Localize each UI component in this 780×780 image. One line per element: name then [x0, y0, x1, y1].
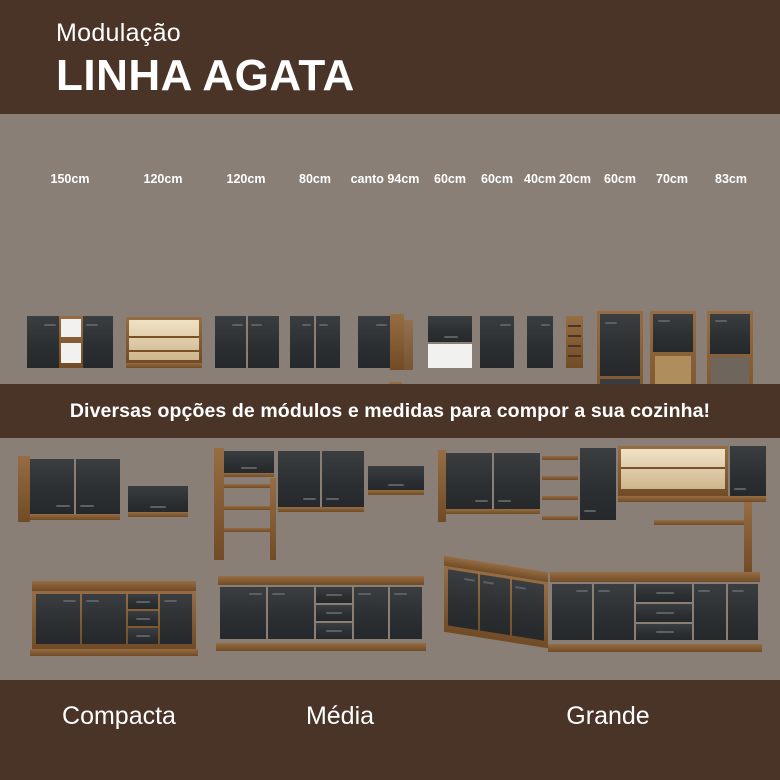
cabinet-door [322, 451, 364, 507]
handle-icon [658, 320, 670, 322]
shelf [542, 476, 578, 480]
plinth [548, 644, 762, 652]
size-label: 150cm [50, 172, 90, 186]
cabinet-base [128, 512, 188, 517]
plinth [216, 643, 426, 651]
base-cabinet-body [218, 585, 424, 643]
handle-icon [500, 324, 511, 326]
open-compartment [428, 344, 472, 368]
cabinet-door [448, 569, 478, 630]
handle-icon [326, 612, 342, 614]
cabinet-base [446, 509, 540, 514]
handle-icon [56, 505, 70, 507]
base-cabinet-body [32, 591, 196, 649]
handle-icon [388, 484, 404, 486]
size-label: 40cm [524, 172, 556, 186]
module-wall-80 [290, 316, 340, 368]
cabinet-door [710, 314, 750, 354]
handle-icon [541, 324, 550, 326]
side-panel [270, 478, 276, 560]
cabinet-door [160, 594, 192, 644]
cabinet-door-flip [128, 486, 188, 512]
shelf [224, 506, 276, 510]
niche-shelf [61, 343, 81, 363]
shelf [129, 350, 199, 352]
cabinet-door [30, 459, 74, 514]
shelf [568, 345, 581, 347]
handle-icon [358, 593, 371, 595]
shelf [542, 516, 578, 520]
scene-media [214, 448, 429, 666]
handle-icon [498, 500, 511, 502]
size-label: 60cm [481, 172, 513, 186]
handle-icon [656, 612, 674, 614]
cabinet-door-flip [368, 466, 424, 490]
handle-icon [483, 581, 494, 585]
shelf [129, 336, 199, 338]
size-label: 80cm [299, 172, 331, 186]
module-wall-40 [527, 316, 553, 368]
handle-icon [86, 600, 99, 602]
handle-icon [80, 505, 94, 507]
glass-niche [655, 356, 691, 384]
cabinet-door [36, 594, 80, 644]
side-panel [214, 448, 224, 560]
shelf [654, 520, 750, 525]
cabinet-door [480, 574, 510, 635]
cabinet-base [224, 473, 274, 477]
cabinet-door [580, 448, 616, 520]
cabinet-door-flip [224, 451, 274, 473]
handle-icon [515, 586, 526, 590]
handle-icon [732, 590, 744, 592]
footer-label-grande: Grande [566, 702, 650, 730]
cabinet-door [653, 314, 693, 352]
drawer-front [128, 611, 158, 626]
cabinet-door [83, 316, 113, 368]
handle-icon [598, 590, 610, 592]
cabinet-base [126, 363, 202, 368]
footer-label-compacta: Compacta [62, 702, 176, 730]
handle-icon [249, 593, 262, 595]
side-panel [18, 456, 30, 522]
handle-icon [584, 510, 596, 512]
shelf [621, 467, 725, 469]
size-label: 83cm [715, 172, 747, 186]
cabinet-door [354, 587, 388, 639]
mid-banner-text: Diversas opções de módulos e medidas para compor a sua cozinha! [69, 399, 711, 422]
modules-panel [0, 114, 780, 384]
glass-front [129, 320, 199, 360]
cabinet-door [278, 451, 320, 507]
niche-shelf [61, 319, 81, 337]
handle-icon [150, 506, 166, 508]
cabinet-door [82, 594, 126, 644]
cabinet-door [215, 316, 246, 368]
cabinet-door [728, 584, 758, 640]
module-wall-60 [480, 316, 514, 368]
handle-icon [475, 500, 488, 502]
drawer-front [128, 628, 158, 644]
handle-icon [715, 320, 727, 322]
drawer-front [316, 605, 352, 621]
cabinet-door [268, 587, 314, 639]
header-banner [0, 0, 780, 114]
corner-side-panel [390, 314, 404, 370]
module-wall-120 [215, 316, 279, 368]
handle-icon [698, 590, 710, 592]
shelf [542, 496, 578, 500]
countertop [32, 581, 196, 591]
handle-icon [44, 324, 56, 326]
handle-icon [605, 322, 617, 324]
handle-icon [272, 593, 285, 595]
handle-icon [241, 467, 257, 469]
module-wall-20-rack [566, 316, 583, 368]
cabinet-base [368, 490, 424, 495]
countertop [218, 576, 424, 585]
handle-icon [136, 618, 150, 620]
shelf [542, 456, 578, 460]
cabinet-door [594, 584, 634, 640]
header-subtitle: Modulação [56, 19, 182, 47]
drawer-front [636, 604, 692, 622]
side-panel [438, 450, 446, 522]
handle-icon [302, 324, 311, 326]
cabinet-door [446, 453, 492, 509]
handle-icon [444, 336, 458, 338]
handle-icon [136, 635, 150, 637]
cabinet-door [512, 580, 544, 641]
cabinet-door [358, 316, 390, 368]
drawer-front [128, 594, 158, 609]
shelf [224, 528, 276, 532]
handle-icon [576, 590, 588, 592]
handle-icon [251, 324, 262, 326]
module-wall-corner-94 [358, 314, 414, 370]
handle-icon [63, 600, 76, 602]
size-label: 120cm [143, 172, 183, 186]
countertop [550, 572, 760, 582]
header-title: LINHA AGATA [56, 51, 355, 100]
cabinet-door [76, 459, 120, 514]
handle-icon [232, 324, 243, 326]
cabinet-door [220, 587, 266, 639]
shelf [568, 325, 581, 327]
size-label: 70cm [656, 172, 688, 186]
shelf [568, 355, 581, 357]
plinth [30, 649, 198, 656]
scene-compacta [18, 456, 203, 666]
drawer-front [316, 623, 352, 639]
size-label: 120cm [226, 172, 266, 186]
handle-icon [326, 630, 342, 632]
scenes-panel [0, 438, 780, 680]
handle-icon [464, 578, 475, 582]
cabinet-door [494, 453, 540, 509]
module-wall-glass [618, 446, 728, 496]
footer-label-media: Média [305, 702, 375, 730]
cabinet-door [390, 587, 422, 639]
handle-icon [164, 600, 177, 602]
size-label: 60cm [434, 172, 466, 186]
open-niche [59, 316, 83, 368]
mid-banner [0, 384, 780, 438]
shelf [224, 484, 276, 488]
handle-icon [376, 324, 387, 326]
cabinet-base [30, 514, 120, 520]
module-wall-60-flip [428, 316, 472, 368]
cabinet-door [552, 584, 592, 640]
cabinet-door-flip [428, 316, 472, 342]
handle-icon [319, 324, 328, 326]
cabinet-door [600, 314, 640, 376]
cabinet-door [694, 584, 726, 640]
handle-icon [734, 488, 746, 490]
drawer-front [636, 584, 692, 602]
handle-icon [656, 631, 674, 633]
handle-icon [326, 594, 342, 596]
shelf [568, 335, 581, 337]
handle-icon [656, 592, 674, 594]
footer-banner [0, 680, 780, 780]
cabinet-door [290, 316, 314, 368]
side-panel [744, 502, 752, 574]
handle-icon [394, 593, 407, 595]
scene-grande [438, 446, 768, 674]
size-label: 20cm [559, 172, 591, 186]
size-label: 60cm [604, 172, 636, 186]
size-label: canto 94cm [350, 172, 420, 186]
cabinet-door [27, 316, 59, 368]
handle-icon [326, 498, 339, 500]
module-wall-120-glass [126, 317, 202, 363]
base-cabinet-body [550, 582, 760, 644]
handle-icon [86, 324, 98, 326]
size-label-row [0, 172, 780, 194]
cabinet-door [248, 316, 279, 368]
handle-icon [303, 498, 316, 500]
corner-side-panel [404, 320, 413, 370]
cabinet-door [730, 446, 766, 498]
drawer-front [636, 624, 692, 640]
cabinet-base [278, 507, 364, 512]
drawer-front [316, 587, 352, 603]
cabinet-door [316, 316, 340, 368]
open-shelf [711, 357, 749, 387]
handle-icon [136, 601, 150, 603]
glass-front [621, 449, 725, 489]
module-wall-150 [27, 316, 113, 368]
